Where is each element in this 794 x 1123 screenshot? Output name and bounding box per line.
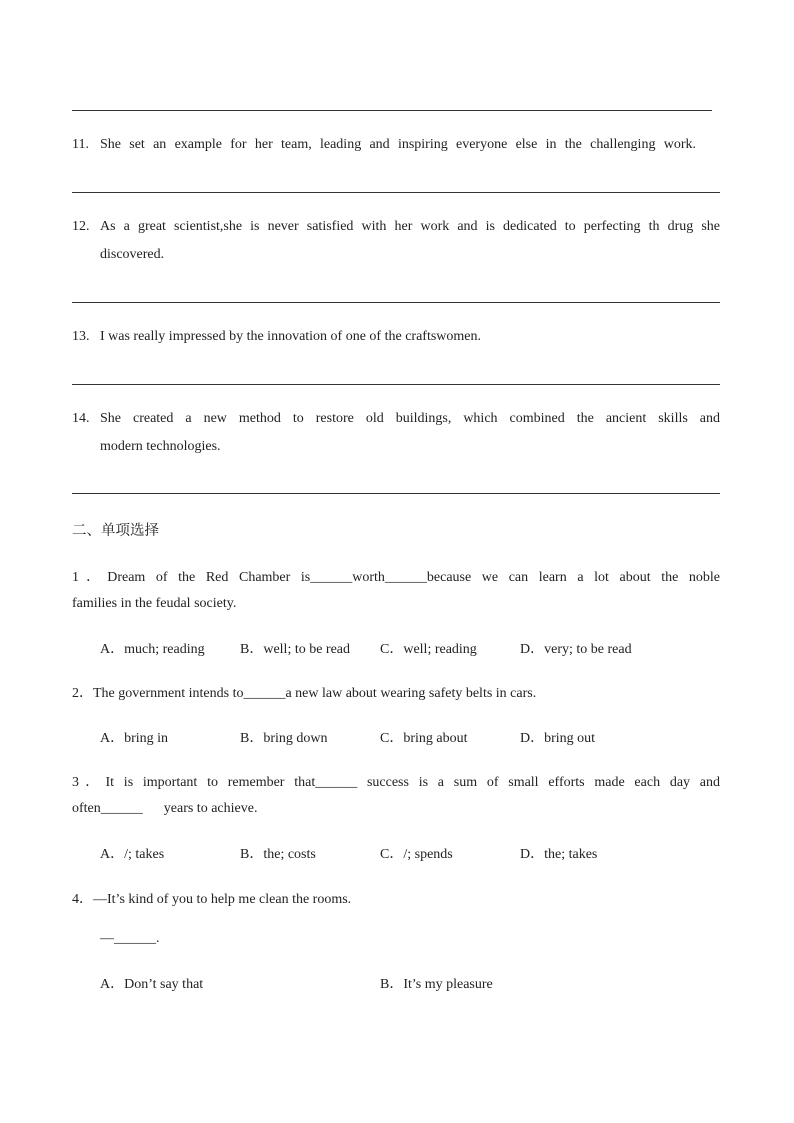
answer-line — [72, 384, 720, 385]
answer-line — [72, 192, 720, 193]
option-b[interactable]: B．well; to be read — [240, 642, 351, 657]
option-c[interactable]: C．bring about — [380, 731, 468, 746]
option-a[interactable]: A．bring in — [100, 731, 169, 746]
question-stem-cont: —______. — [100, 931, 160, 946]
item-number: 14. — [72, 411, 90, 426]
option-a[interactable]: A．much; reading — [100, 642, 205, 657]
option-d[interactable]: D．bring out — [520, 731, 596, 746]
option-b[interactable]: B．the; costs — [240, 847, 316, 862]
option-b[interactable]: B．It’s my pleasure — [380, 977, 493, 992]
question-text: The government intends to______a new law about wearing safety belts in cars. — [93, 686, 537, 701]
answer-line — [72, 302, 720, 303]
question-stem — [72, 888, 351, 908]
question-stem-cont: often______ years to achieve. — [72, 801, 258, 816]
question-text: Dream of the Red Chamber is______worth______because we can learn a lot about the noble — [107, 570, 720, 585]
answer-line — [72, 110, 712, 111]
question-number: 3． — [72, 775, 106, 790]
option-b[interactable]: B．bring down — [240, 731, 328, 746]
question-stem-cont: families in the feudal society. — [72, 596, 237, 611]
item-text: As a great scientist,she is never satisfied with her work and is dedicated to perfecting th drug she — [100, 219, 720, 234]
question-stem — [72, 682, 536, 702]
question-number: 1． — [72, 570, 108, 585]
item-text-cont: modern technologies. — [100, 439, 221, 454]
item-number: 12. — [72, 219, 90, 234]
item-text: I was really impressed by the innovation of one of the craftswomen. — [100, 329, 482, 344]
item-number: 11. — [72, 137, 89, 152]
option-d[interactable]: D．the; takes — [520, 847, 598, 862]
option-c[interactable]: C．/; spends — [380, 847, 453, 862]
option-a[interactable]: A．/; takes — [100, 847, 165, 862]
item-text: She set an example for her team, leading and inspiring everyone else in the challenging work. — [100, 137, 696, 152]
section-heading: 二、单项选择 — [72, 523, 159, 539]
item-text-cont: discovered. — [100, 247, 165, 262]
question-stem — [72, 771, 720, 791]
answer-line — [72, 493, 720, 494]
option-a[interactable]: A．Don’t say that — [100, 977, 204, 992]
option-c[interactable]: C．well; reading — [380, 642, 477, 657]
question-text: —It’s kind of you to help me clean the rooms. — [93, 892, 352, 907]
item-text: She created a new method to restore old buildings, which combined the ancient skills and — [100, 411, 720, 426]
item-number: 13. — [72, 329, 90, 344]
question-text: It is important to remember that______ success is a sum of small efforts made each day and — [105, 775, 720, 790]
option-d[interactable]: D．very; to be read — [520, 642, 632, 657]
question-number: 4． — [72, 892, 93, 907]
question-stem — [72, 566, 720, 586]
question-number: 2． — [72, 686, 93, 701]
